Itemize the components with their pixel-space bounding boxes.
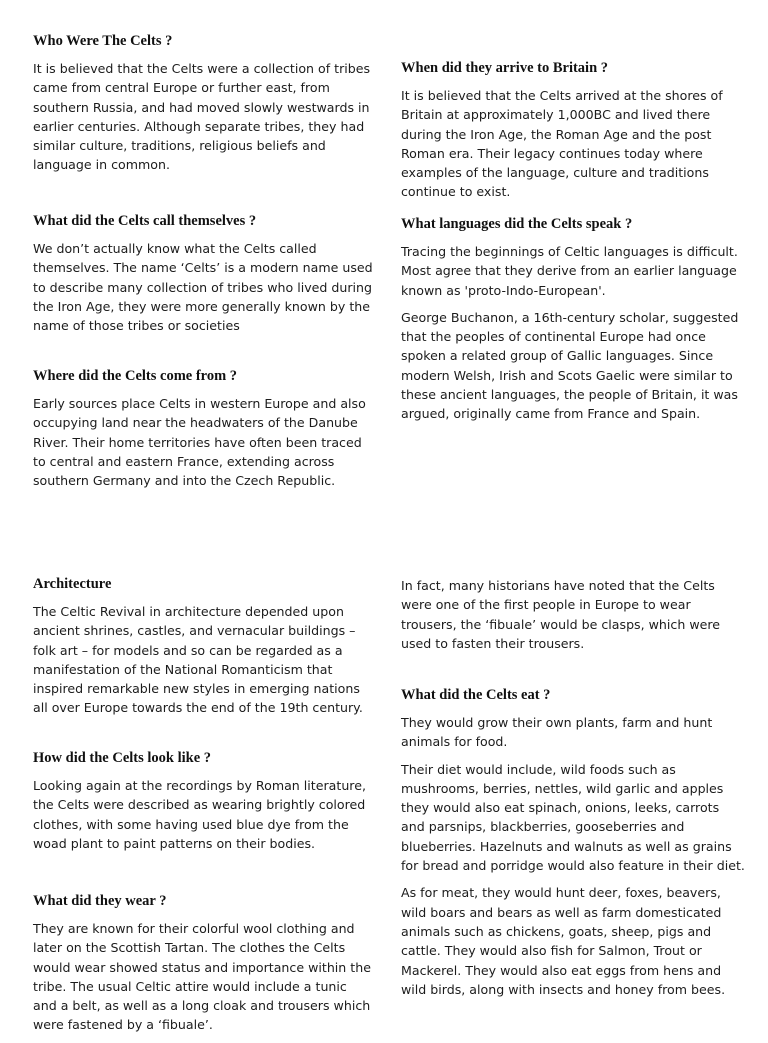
section-heading: Where did the Celts come from ? bbox=[33, 368, 238, 384]
section-paragraph: Their diet would include, wild foods such as mushrooms, berries, nettles, wild garlic and apples they would also eat spinach, onions, leeks, carrots and parsnips, blackberries, gooseberries and blueberries. Hazelnuts and walnuts as well as grains for bread and porridge would also feature in their diet. bbox=[401, 761, 745, 874]
section-paragraph: It is believed that the Celts arrived at the shores of Britain at approximately 1,000BC and lived there during the Iron Age, the Roman Age and the post Roman era. Their legacy continues today where examples of the language, culture and traditions continue to exist. bbox=[401, 88, 723, 200]
section-paragraph: It is believed that the Celts were a collection of tribes came from central Europe or further east, from southern Russia, and had moved slowly westwards in earlier centuries. Although separate tribes, they had similar culture, traditions, religious beliefs and language in common. bbox=[33, 61, 371, 173]
section-paragraph: Early sources place Celts in western Europe and also occupying land near the headwaters of the Danube River. Their home territories have often been traced to central and eastern France, extending across southern Germany and into the Czech Republic. bbox=[33, 396, 366, 489]
section-paragraph: Looking again at the recordings by Roman literature, the Celts were described as wearing brightly colored clothes, with some having used blue dye from the woad plant to paint patterns on their bodies. bbox=[33, 778, 366, 851]
section-paragraph: They are known for their colorful wool clothing and later on the Scottish Tartan. The clothes the Celts would wear showed status and importance within the tribe. The usual Celtic attire would include a tunic and a belt, as well as a long cloak and trousers which were fastened by a ‘fibuale’. bbox=[33, 921, 371, 1033]
section-paragraph: George Buchanon, a 16th-century scholar, suggested that the peoples of continental Europe had once spoken a related group of Gallic languages. Since modern Welsh, Irish and Scots Gaelic were similar to these ancient languages, the people of Britain, it was argued, originally came from France and Spain. bbox=[401, 309, 739, 422]
section-paragraph: Tracing the beginnings of Celtic languages is difficult. Most agree that they derive from an earlier language known as 'proto-Indo-European'. bbox=[401, 244, 738, 298]
section-heading: What languages did the Celts speak ? bbox=[401, 216, 633, 232]
section-who-were-the-celts bbox=[33, 32, 373, 183]
section-heading: How did the Celts look like ? bbox=[33, 750, 212, 766]
section-paragraph: We don’t actually know what the Celts called themselves. The name ‘Celts’ is a modern name used to describe many collection of tribes who lived during the Iron Age, they were more generally known by the name of those tribes or societies bbox=[33, 241, 373, 334]
section-celts-look-like bbox=[33, 749, 373, 861]
section-heading: What did the Celts call themselves ? bbox=[33, 213, 257, 229]
section-paragraph: They would grow their own plants, farm and hunt animals for food. bbox=[401, 715, 713, 750]
section-what-did-they-wear bbox=[33, 892, 373, 1043]
section-heading: Who Were The Celts ? bbox=[33, 33, 173, 49]
section-paragraph: The Celtic Revival in architecture depended upon ancient shrines, castles, and vernacular buildings – folk art – for models and so can be regarded as a manifestation of the National Romanticism that inspired remarkable new styles in emerging nations all over Europe towards the end of the 19th century. bbox=[33, 604, 363, 716]
section-heading: What did the Celts eat ? bbox=[401, 687, 551, 703]
section-celts-languages bbox=[401, 215, 746, 432]
section-trousers-continued bbox=[401, 576, 746, 661]
section-architecture bbox=[33, 575, 373, 726]
section-paragraph: In fact, many historians have noted that the Celts were one of the first people in Europe to wear trousers, the ‘fibuale’ would be clasps, which were used to fasten their trousers. bbox=[401, 578, 721, 651]
section-celts-come-from bbox=[33, 367, 373, 498]
section-heading: When did they arrive to Britain ? bbox=[401, 60, 609, 76]
section-heading: What did they wear ? bbox=[33, 893, 167, 909]
section-what-did-celts-eat bbox=[401, 686, 746, 1007]
section-heading: Architecture bbox=[33, 576, 112, 592]
section-arrive-to-britain bbox=[401, 59, 746, 210]
section-paragraph: As for meat, they would hunt deer, foxes, beavers, wild boars and bears as well as farm domesticated animals such as chickens, goats, sheep, pigs and cattle. They would also fish for Salmon, Trout or Mackerel. They would also eat eggs from hens and wild birds, along with insects and honey from bees. bbox=[401, 885, 726, 997]
section-celts-call-themselves bbox=[33, 212, 373, 343]
